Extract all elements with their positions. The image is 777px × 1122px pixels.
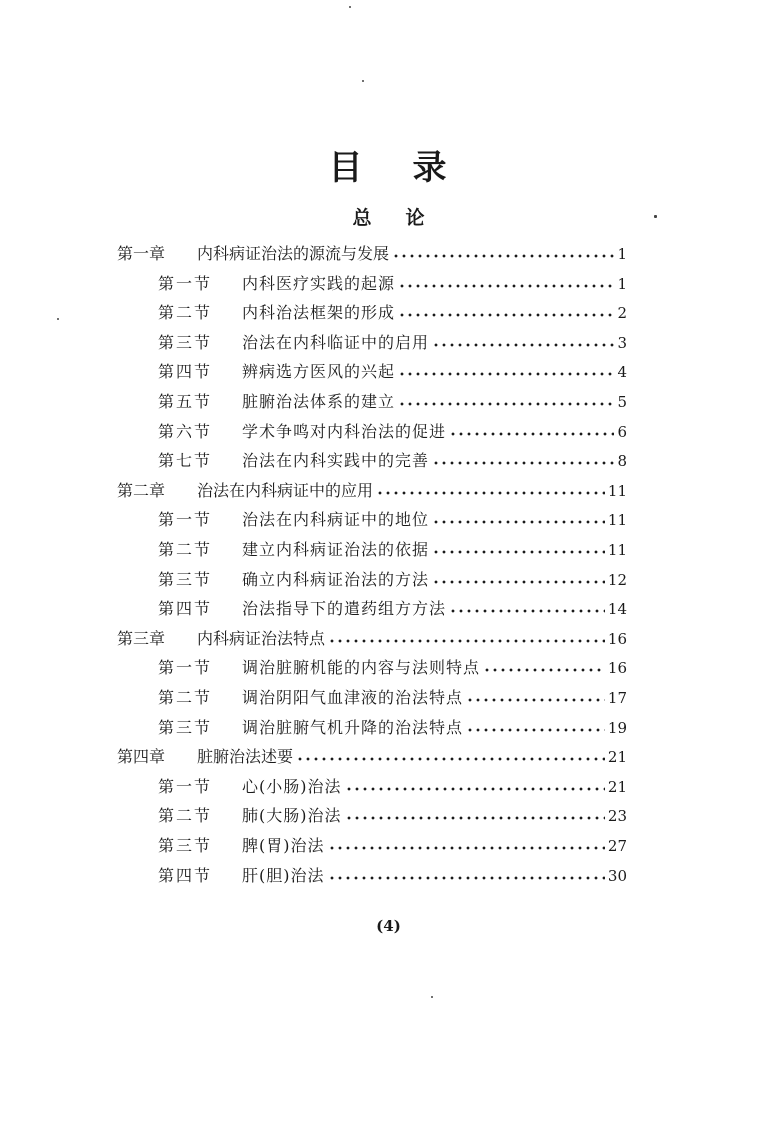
toc-section-row [158,419,627,445]
page-title [0,140,777,189]
section-number: 第二节 [158,806,213,826]
section-number: 第四节 [158,362,213,382]
dot-leader [398,312,614,318]
section-number: 第一节 [158,658,213,678]
section-number: 第二节 [158,540,213,559]
page-ref: 17 [607,689,627,707]
dot-leader [376,490,605,496]
section-heading-char-2: 论 [405,207,425,229]
toc-section-row [158,389,627,415]
page-ref: 4 [617,363,627,382]
section-number: 第四节 [158,865,213,885]
toc-chapter-row [117,241,627,267]
section-title: 内科治法框架的形成 [242,303,396,323]
dot-leader [398,401,614,407]
toc-section-row [158,448,627,474]
section-number: 第一节 [158,776,213,796]
toc-section-row [158,715,627,741]
toc-chapter-row [117,626,627,652]
section-title: 脾(胃)治法 [242,836,325,855]
section-heading-char-1: 总 [352,207,372,229]
section-number: 第三节 [158,569,213,589]
section-title: 脏腑治法体系的建立 [242,392,396,411]
toc-chapter-row [117,744,627,770]
toc-section-row [158,537,627,563]
page-ref: 3 [617,333,627,352]
page-title-char-1: 目 [328,148,365,188]
page-ref: 12 [607,570,627,589]
section-number: 第二节 [158,688,213,707]
toc-chapter-row [117,478,627,504]
section-title: 肝(胆)治法 [242,865,325,885]
dot-leader [328,875,605,881]
toc-section-row [158,833,627,859]
toc-section-row [158,803,627,829]
section-title: 调治脏腑气机升降的治法特点 [242,717,464,737]
page-title-char-2: 录 [412,148,449,188]
dot-leader [345,786,605,792]
dot-leader [296,756,605,762]
chapter-number: 第二章 [117,480,166,500]
toc-section-row [158,300,627,326]
dot-leader [398,283,614,289]
section-title: 治法指导下的遣药组方方法 [242,599,447,619]
page-ref: 27 [607,837,627,855]
toc-section-row [158,596,627,622]
toc-section-row [158,330,627,356]
section-title: 肺(大肠)治法 [242,806,342,826]
dot-leader [398,371,614,377]
section-title: 治法在内科病证中的地位 [242,510,430,530]
section-number: 第一节 [158,273,213,293]
dot-leader [432,549,605,555]
page-ref: 2 [617,304,627,323]
page-number: (4) [376,917,401,935]
section-title: 内科医疗实践的起源 [242,273,396,293]
dot-leader [466,697,605,703]
chapter-number: 第一章 [117,244,166,263]
toc-section-row [158,863,627,889]
dot-leader [328,638,605,644]
scan-speck [431,996,433,998]
section-title: 确立内科病证治法的方法 [242,569,430,589]
scan-speck [349,6,351,8]
section-number: 第六节 [158,421,213,441]
dot-leader [432,519,605,525]
page-ref: 1 [617,245,627,263]
toc-section-row [158,271,627,297]
section-number: 第七节 [158,451,213,471]
dot-leader [449,608,605,614]
page-ref: 16 [607,659,627,678]
page-ref: 1 [617,274,627,293]
page-ref: 16 [607,629,627,648]
page-ref: 21 [607,777,627,796]
section-number: 第一节 [158,510,213,530]
section-number: 第三节 [158,836,213,855]
section-number: 第三节 [158,332,213,352]
page-ref: 8 [617,452,627,471]
dot-leader [432,579,605,585]
scan-speck [654,215,657,218]
section-title: 调治阴阳气血津液的治法特点 [242,688,464,707]
dot-leader [483,667,605,673]
dot-leader [432,460,614,466]
scan-speck [362,80,364,82]
toc-section-row [158,685,627,711]
dot-leader [432,342,614,348]
page-ref: 23 [607,807,627,826]
page-ref: 21 [607,748,627,767]
dot-leader [392,253,614,259]
chapter-title: 脏腑治法述要 [197,747,294,767]
dot-leader [345,815,605,821]
page-ref: 19 [607,718,627,737]
page-ref: 6 [617,422,627,441]
section-number: 第三节 [158,717,213,737]
section-title: 心(小肠)治法 [242,776,342,796]
section-title: 建立内科病证治法的依据 [242,540,430,559]
section-title: 辨病选方医风的兴起 [242,362,396,382]
section-number: 第五节 [158,392,213,411]
section-title: 治法在内科临证中的启用 [242,332,430,352]
section-heading [0,203,777,230]
chapter-title: 内科病证治法的源流与发展 [197,244,390,263]
section-title: 学术争鸣对内科治法的促进 [242,421,447,441]
page-ref: 14 [607,600,627,619]
page-ref: 11 [607,481,627,500]
toc-section-row [158,774,627,800]
chapter-title: 内科病证治法特点 [197,628,326,648]
toc-section-row [158,567,627,593]
page-ref: 11 [607,511,627,530]
section-number: 第四节 [158,599,213,619]
scan-speck [57,318,59,320]
page-ref: 30 [607,866,627,885]
chapter-title: 治法在内科病证中的应用 [197,480,374,500]
chapter-number: 第三章 [117,628,166,648]
dot-leader [328,845,605,851]
section-title: 调治脏腑机能的内容与法则特点 [242,658,481,678]
toc-section-row [158,655,627,681]
section-number: 第二节 [158,303,213,323]
page-ref: 5 [617,393,627,411]
page-ref: 11 [607,541,627,559]
toc-section-row [158,507,627,533]
chapter-number: 第四章 [117,747,166,767]
section-title: 治法在内科实践中的完善 [242,451,430,471]
toc-section-row [158,359,627,385]
dot-leader [449,431,614,437]
dot-leader [466,727,605,733]
